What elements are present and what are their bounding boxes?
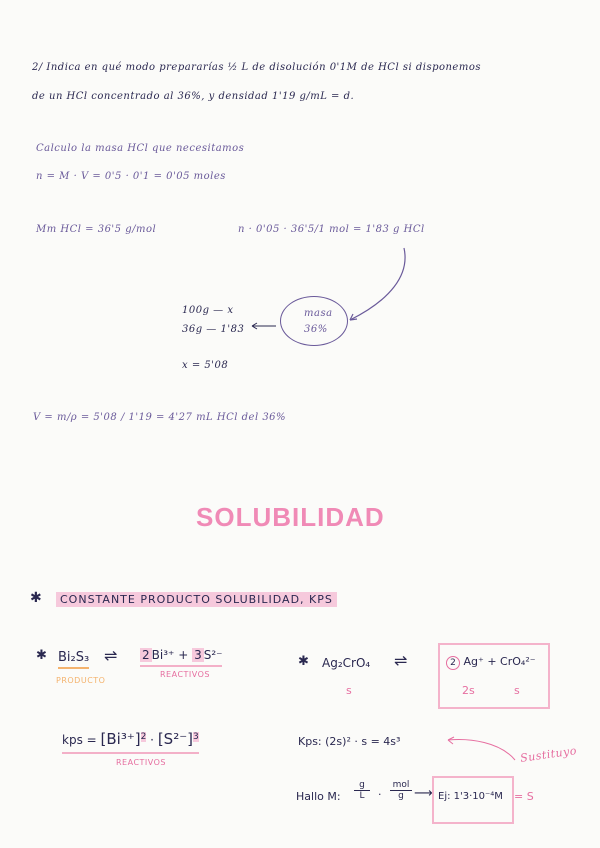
fraction-2 (390, 780, 412, 801)
molar-mass: Mm HCl = 36'5 g/mol (36, 224, 157, 235)
x-result: x = 5'08 (182, 360, 229, 371)
fraction-1 (354, 780, 370, 801)
s-under-reactant: s (346, 684, 352, 697)
example-2-arrow: ⇌ (394, 651, 408, 670)
hallo-label: Hallo M: (296, 790, 341, 803)
ratio-line-1: 100g — x (182, 305, 234, 316)
circle-label-line-1: masa (304, 308, 333, 319)
products-box (438, 643, 550, 709)
s-under-ag: 2s (462, 684, 475, 697)
problem-line-2: de un HCl concentrado al 36%, y densidad 1'19 g/mL = d. (32, 91, 355, 102)
problem-line-1: 2/ Indica en qué modo prepararías ½ L de disolución 0'1M de HCl si disponemos (32, 62, 481, 73)
kps-term-2: [S²⁻] (157, 730, 193, 748)
coef-2-circled: 2 (446, 656, 460, 670)
equals-s: = S (514, 790, 534, 803)
kps-expression (62, 730, 199, 754)
fraction-dot: · (378, 788, 382, 801)
kps-s-expression: Kps: (2s)² · s = 4s³ (298, 735, 401, 748)
ion-ag: Ag⁺ (463, 655, 484, 668)
kps-lhs: kps = (62, 733, 97, 747)
example-1-reactant: Bi₂S₃ (58, 650, 89, 669)
label-product: PRODUCTO (56, 676, 106, 685)
volume-calculation: V = m/ρ = 5'08 / 1'19 = 4'27 mL HCl del 36% (33, 412, 287, 423)
coef-3: 3 (194, 648, 202, 662)
fraction-1-den: L (359, 791, 365, 801)
example-value: Ej: 1'3·10⁻⁴M (438, 791, 503, 802)
kps-exp-2: 3 (192, 732, 199, 742)
ion-s: S²⁻ (203, 648, 223, 662)
step-1-text: Calculo la masa HCl que necesitamos (36, 143, 245, 154)
example-2-bullet: ✱ (298, 654, 309, 669)
circle-label-line-2: 36% (304, 324, 328, 335)
moles-formula: n = M · V = 0'5 · 0'1 = 0'05 moles (36, 171, 226, 182)
ion-cro4: CrO₄²⁻ (500, 655, 536, 668)
example-1-products (140, 648, 222, 667)
label-reactants: REACTIVOS (160, 670, 210, 679)
label-reactants-2: REACTIVOS (116, 758, 166, 767)
kps-dot: · (150, 733, 154, 747)
ratio-line-2: 36g — 1'83 (182, 324, 245, 335)
fraction-2-num: mol (390, 780, 412, 791)
subsection-title: CONSTANTE PRODUCTO SOLUBILIDAD, KPS (56, 592, 337, 607)
coef-2: 2 (142, 648, 150, 662)
kps-exp-1: 2 (140, 732, 147, 742)
kps-term-1: [Bi³⁺] (100, 730, 141, 748)
example-2-products (446, 655, 536, 670)
fraction-2-den: g (398, 791, 404, 801)
plus-sign: + (178, 648, 189, 662)
subsection-bullet: ✱ (30, 590, 42, 606)
example-2-reactant: Ag₂CrO₄ (322, 656, 371, 670)
ion-bi: Bi³⁺ (151, 648, 175, 662)
arrow-to-example: ⟶ (414, 786, 433, 801)
example-1-arrow: ⇌ (104, 646, 118, 665)
mass-calculation: n · 0'05 · 36'5/1 mol = 1'83 g HCl (238, 224, 425, 235)
s-under-cro4: s (514, 684, 520, 697)
sustituyo-annotation: Sustituyo (519, 744, 578, 765)
section-title: SOLUBILIDAD (196, 502, 385, 532)
plus-sign-2: + (487, 655, 497, 668)
fraction-1-num: g (354, 780, 370, 791)
example-1-bullet: ✱ (36, 648, 47, 663)
